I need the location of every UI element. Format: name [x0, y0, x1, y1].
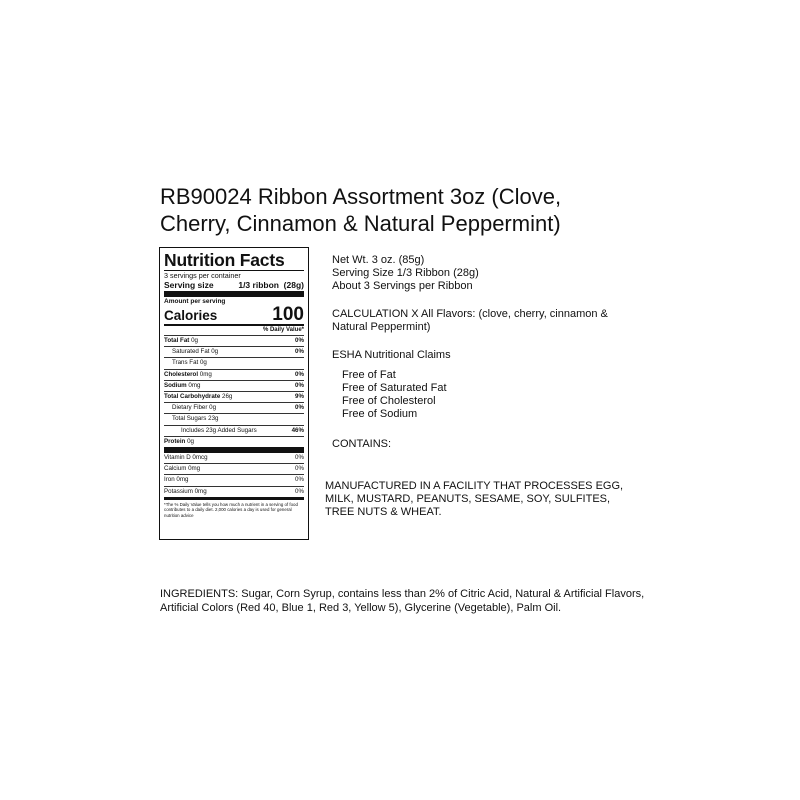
nutrient-pct: 0% [295, 348, 304, 356]
nutrient-name: Total Fat [164, 337, 190, 344]
nutrient-row [164, 413, 304, 424]
nutrient-row [164, 402, 304, 413]
amount-per-serving: Amount per serving [164, 298, 226, 305]
net-weight-line: About 3 Servings per Ribbon [332, 280, 473, 292]
nutrient-name: Total Carbohydrate [164, 393, 221, 401]
nutrient-amount: 26g [222, 393, 233, 401]
nutrient-name: Cholesterol [164, 370, 199, 378]
nutrient-amount: 0g [191, 337, 198, 344]
nutrient-name: Sodium [164, 381, 187, 389]
facility-line: MILK, MUSTARD, PEANUTS, SESAME, SOY, SULFITES, [325, 493, 611, 505]
nutrient-row [164, 391, 304, 402]
ingredients-text: INGREDIENTS: Sugar, Corn Syrup, contains less than 2% of Citric Acid, Natural & Artificial Flavors, Artificial Colors (Red 40, Blue 1, Red 3, Yellow 5), Glycerine (Vegetable), Palm Oil. [160, 588, 645, 614]
vitamin-pct: 0% [295, 465, 304, 473]
nutrient-amount: 0mg [188, 381, 201, 389]
vitamin-row [164, 463, 304, 474]
daily-value-header: % Daily Value* [262, 327, 304, 333]
net-weight-line: Serving Size 1/3 Ribbon (28g) [332, 267, 479, 279]
servings-per-container: 3 servings per container [164, 271, 241, 280]
nutrient-row [164, 346, 304, 357]
nutrient-name: Saturated Fat [172, 348, 210, 356]
nutrient-row [164, 357, 304, 368]
vitamin-row [164, 453, 304, 463]
calories-row [164, 306, 304, 324]
serving-size-row [164, 280, 304, 291]
nutrient-row [164, 425, 304, 436]
nutrient-pct: 46% [291, 426, 304, 434]
daily-value-footnote: *The % Daily Value tells you how much a nutrient in a serving of food contributes to a daily diet. 2,000 calories a day is used for general nutrition advice [164, 497, 304, 518]
vitamin-name: Vitamin D 0mcg [164, 454, 208, 462]
nutrient-amount: 0g [187, 437, 194, 445]
net-weight-line: Net Wt. 3 oz. (85g) [332, 254, 425, 266]
nutrient-pct: 0% [295, 370, 304, 378]
calculation-line: Natural Peppermint) [332, 321, 431, 333]
facility-line: MANUFACTURED IN A FACILITY THAT PROCESSES EGG, [325, 480, 624, 492]
vitamin-name: Iron 0mg [164, 476, 189, 484]
nutrient-name: Trans Fat [172, 359, 199, 367]
claim-item: Free of Sodium [342, 408, 418, 420]
nutrient-amount: 0g [199, 359, 207, 367]
vitamin-name: Potassium 0mg [164, 487, 207, 495]
nutrient-row [164, 335, 304, 346]
claim-item: Free of Cholesterol [342, 395, 436, 407]
vitamin-row [164, 474, 304, 485]
nutrient-row [164, 369, 304, 380]
serving-size-label: Serving size [164, 280, 214, 290]
claim-item: Free of Saturated Fat [342, 382, 447, 394]
product-title-line-2: Cherry, Cinnamon & Natural Peppermint) [160, 211, 561, 236]
nutrient-pct: 0% [295, 381, 304, 389]
nutrient-amount: 0g [209, 404, 217, 412]
calories-value: 100 [272, 304, 304, 325]
net-weight-block [332, 254, 479, 293]
vitamin-row [164, 486, 304, 497]
vitamin-pct: 0% [295, 487, 304, 495]
vitamin-pct: 0% [295, 454, 304, 462]
claims-list [342, 369, 447, 421]
vitamin-name: Calcium 0mg [164, 465, 201, 473]
nutrient-name: Protein [164, 437, 186, 445]
esha-heading: ESHA Nutritional Claims [332, 349, 451, 361]
nutrient-pct: 0% [295, 337, 304, 344]
facility-line: TREE NUTS & WHEAT. [325, 506, 442, 518]
facility-statement [325, 480, 623, 519]
nutrient-name: Dietary Fiber [172, 404, 208, 412]
claim-item: Free of Fat [342, 369, 396, 381]
nutrient-amount: 0g [211, 348, 219, 356]
nutrition-facts-heading: Nutrition Facts [164, 250, 285, 270]
contains-label: CONTAINS: [332, 438, 392, 450]
vitamin-pct: 0% [295, 476, 304, 484]
nutrient-pct: 0% [295, 404, 304, 412]
calculation-line: CALCULATION X All Flavors: (clove, cherry, cinnamon & [332, 308, 608, 320]
serving-size-value: 1/3 ribbon (28g) [238, 280, 304, 290]
nutrient-row [164, 436, 304, 447]
nutrient-name: Total Sugars [172, 415, 207, 423]
nutrition-facts-panel [159, 247, 309, 540]
product-title-line-1: RB90024 Ribbon Assortment 3oz (Clove, [160, 184, 562, 209]
nutrient-row [164, 380, 304, 391]
nutrient-name: Includes 23g Added Sugars [181, 426, 257, 434]
nutrient-amount: 0mg [199, 370, 212, 378]
calculation-block [332, 308, 608, 334]
nutrient-amount: 23g [208, 415, 219, 423]
calories-label: Calories [164, 308, 218, 323]
product-title [160, 183, 680, 237]
nutrient-pct: 9% [295, 393, 304, 401]
